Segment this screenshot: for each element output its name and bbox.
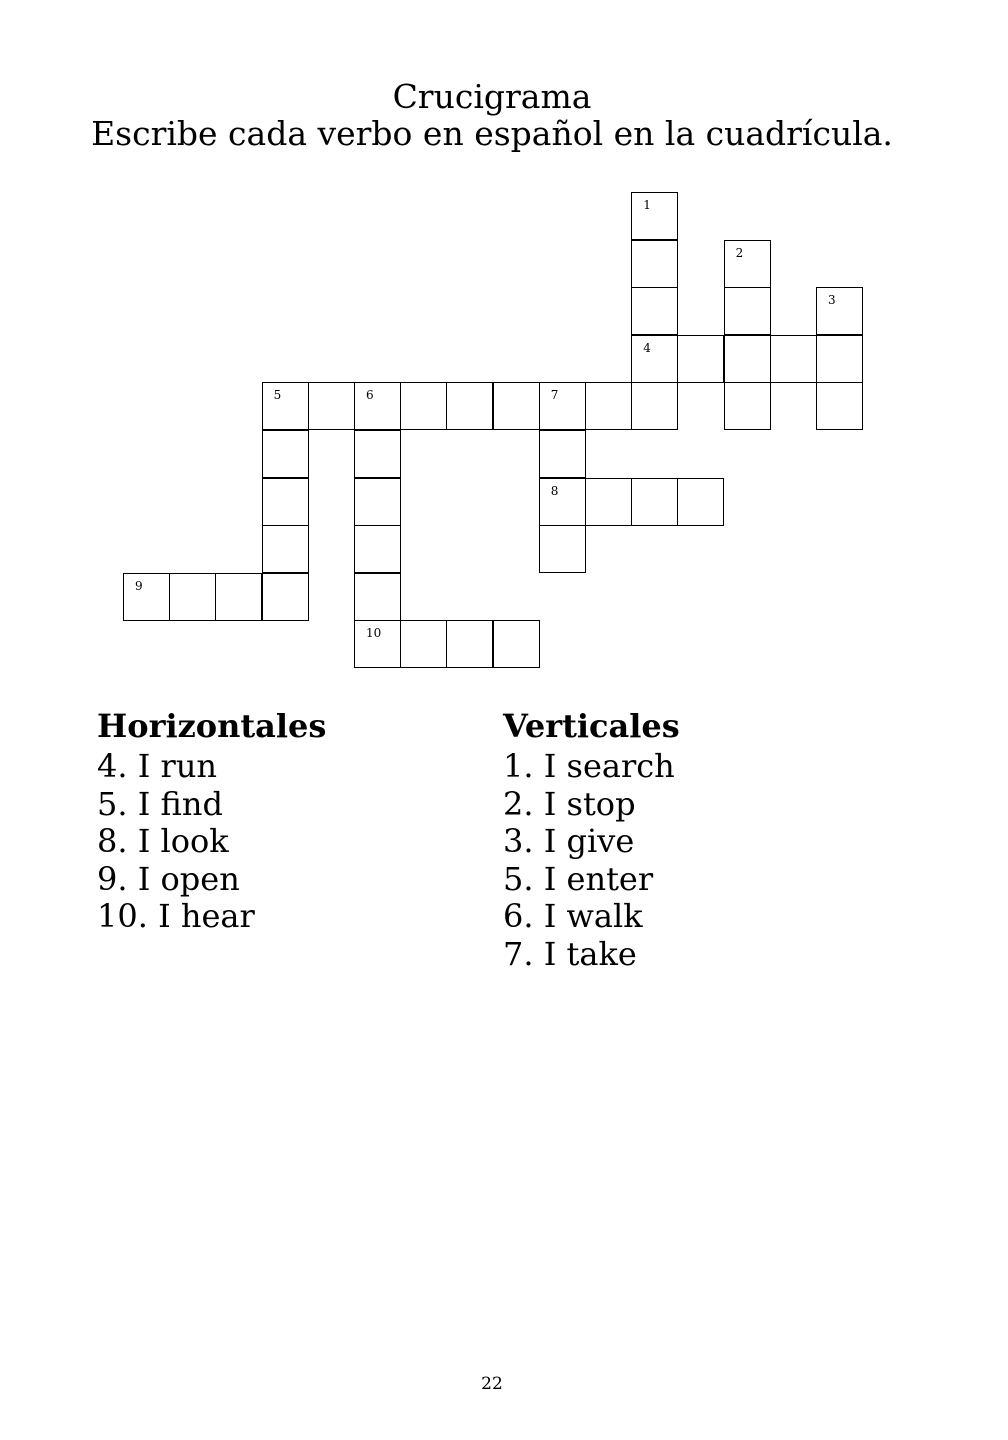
crossword-cell[interactable] [539,478,586,526]
page-instructions: Escribe cada verbo en español en la cuadrícula. [91,114,893,153]
clue-number: 7 [550,388,559,403]
clue-item: 3. I give [503,822,635,860]
crossword-cell[interactable] [169,573,216,621]
crossword-cell[interactable] [770,335,817,383]
crossword-cell[interactable] [354,430,401,478]
clue-number: 1 [643,198,651,212]
clue-number: 5 [273,388,282,403]
clue-number: 9 [135,578,143,593]
crossword-cell[interactable] [400,382,447,430]
clue-item: 5. I enter [503,859,654,898]
down-heading: Verticales [503,707,680,745]
crossword-cell[interactable] [123,573,170,621]
clue-item: 10. I hear [97,897,255,935]
crossword-cell[interactable] [354,620,401,668]
clue-item: 9. I open [97,859,240,898]
across-clue-list [97,748,255,936]
clue-item: 6. I walk [503,897,643,935]
clue-number: 2 [735,245,744,260]
crossword-cell[interactable] [631,335,678,383]
crossword-cell[interactable] [354,382,401,430]
crossword-cell[interactable] [816,335,863,383]
clue-number: 10 [366,626,382,641]
crossword-cell[interactable] [631,287,678,335]
crossword-cell[interactable] [262,430,309,478]
across-heading: Horizontales [97,707,327,745]
clue-item: 2. I stop [503,784,636,823]
clue-number: 4 [643,340,651,355]
crossword-cell[interactable] [816,382,863,430]
crossword-cell[interactable] [446,620,493,668]
clue-item: 5. I find [97,784,223,823]
crossword-cell[interactable] [631,192,678,240]
crossword-cell[interactable] [400,620,447,668]
crossword-cell[interactable] [585,382,632,430]
crossword-cell[interactable] [677,335,724,383]
crossword-cell[interactable] [724,335,771,383]
crossword-cell[interactable] [354,478,401,526]
crossword-cell[interactable] [493,620,540,668]
clue-item: 7. I take [503,934,637,973]
crossword-cell[interactable] [446,382,493,430]
crossword-cell[interactable] [493,382,540,430]
clue-item: 4. I run [97,747,218,785]
clue-number: 3 [828,293,836,308]
down-clue-list [503,748,675,973]
page-title: Crucigrama [392,77,592,116]
page-number: 22 [481,1374,503,1394]
crossword-grid [0,0,1008,700]
crossword-cell[interactable] [308,382,355,430]
crossword-cell[interactable] [724,287,771,335]
clue-item: 8. I look [97,822,229,860]
crossword-cell[interactable] [539,430,586,478]
clue-number: 8 [550,483,559,498]
crossword-cell[interactable] [262,573,309,621]
crossword-cell[interactable] [354,525,401,573]
crossword-cell[interactable] [585,478,632,526]
crossword-cell[interactable] [631,240,678,288]
crossword-cell[interactable] [816,287,863,335]
crossword-cell[interactable] [539,525,586,573]
clue-number: 6 [366,388,374,403]
crossword-cell[interactable] [631,478,678,526]
crossword-cell[interactable] [677,478,724,526]
crossword-cell[interactable] [215,573,262,621]
clue-item: 1. I search [503,747,675,785]
crossword-cell[interactable] [262,382,309,430]
crossword-cell[interactable] [724,382,771,430]
crossword-cell[interactable] [262,525,309,573]
crossword-cell[interactable] [724,240,771,288]
crossword-cell[interactable] [539,382,586,430]
crossword-cell[interactable] [631,382,678,430]
crossword-cell[interactable] [354,573,401,621]
crossword-cell[interactable] [262,478,309,526]
